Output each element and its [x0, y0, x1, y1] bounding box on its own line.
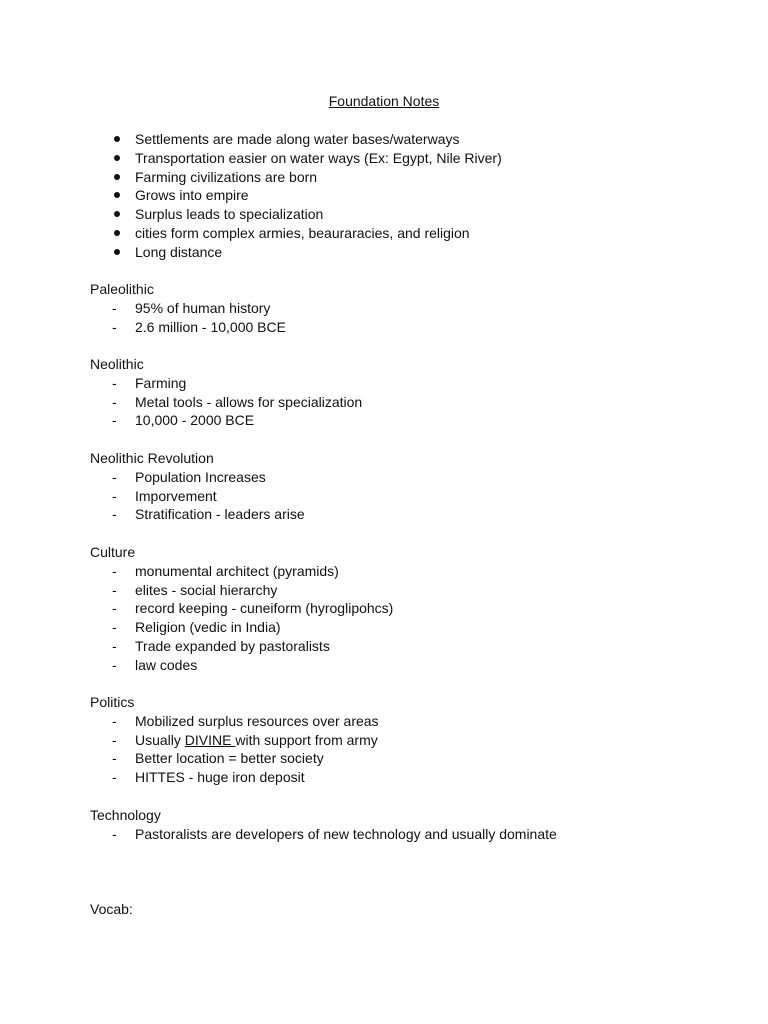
dash-item: - monumental architect (pyramids)	[90, 562, 730, 581]
section-heading: Culture	[90, 544, 136, 560]
dash-item: - Religion (vedic in India)	[90, 618, 730, 637]
dash-list	[90, 299, 730, 337]
intro-bullet-list	[90, 130, 690, 262]
dash-list	[90, 468, 730, 524]
dash-item	[90, 731, 730, 750]
dash-item: - Stratification - leaders arise	[90, 505, 730, 524]
section-heading: Neolithic	[90, 356, 144, 372]
dash-item: - Imporvement	[90, 487, 730, 506]
dash-item: - 95% of human history	[90, 299, 730, 318]
bullet-item: Grows into empire	[90, 186, 690, 205]
section-technology	[90, 806, 730, 844]
section-vocab	[90, 900, 730, 919]
dash-item: - HITTES - huge iron deposit	[90, 768, 730, 787]
bullet-item: Transportation easier on water ways (Ex: Egypt, Nile River)	[90, 149, 690, 168]
section-paleolithic	[90, 280, 730, 336]
bullet-item: Settlements are made along water bases/waterways	[90, 130, 690, 149]
dash-list	[90, 712, 730, 787]
section-heading: Politics	[90, 694, 135, 710]
dash-item: - Trade expanded by pastoralists	[90, 637, 730, 656]
section-neolithic	[90, 355, 730, 430]
section-heading: Paleolithic	[90, 281, 154, 297]
dash-item: - law codes	[90, 656, 730, 675]
dash-item: - record keeping - cuneiform (hyroglipohcs)	[90, 599, 730, 618]
dash-item: - 10,000 - 2000 BCE	[90, 411, 730, 430]
dash-list	[90, 374, 730, 430]
dash-item: - elites - social hierarchy	[90, 581, 730, 600]
text-run: Usually	[135, 731, 185, 748]
section-neolithic-revolution	[90, 449, 730, 524]
section-heading: Technology	[90, 807, 161, 823]
text-run: with support from army	[235, 731, 378, 748]
section-politics	[90, 693, 730, 787]
bullet-item: Long distance	[90, 243, 690, 262]
page-title: Foundation Notes	[328, 93, 440, 109]
section-heading: Vocab:	[90, 901, 133, 917]
dash-item: - Mobilized surplus resources over areas	[90, 712, 730, 731]
section-culture	[90, 543, 730, 675]
underlined-text: DIVINE	[184, 731, 236, 748]
dash-item: - Farming	[90, 374, 730, 393]
dash-item: - Better location = better society	[90, 749, 730, 768]
dash-item: - 2.6 million - 10,000 BCE	[90, 318, 730, 337]
bullet-item: cities form complex armies, beauraracies, and religion	[90, 224, 690, 243]
dash-list	[90, 562, 730, 675]
dash-list	[90, 825, 730, 844]
dash-item: - Pastoralists are developers of new technology and usually dominate	[90, 825, 730, 844]
dash-item: - Population Increases	[90, 468, 730, 487]
bullet-item: Surplus leads to specialization	[90, 205, 690, 224]
bullet-item: Farming civilizations are born	[90, 168, 690, 187]
dash-item: - Metal tools - allows for specialization	[90, 393, 730, 412]
section-heading: Neolithic Revolution	[90, 450, 214, 466]
